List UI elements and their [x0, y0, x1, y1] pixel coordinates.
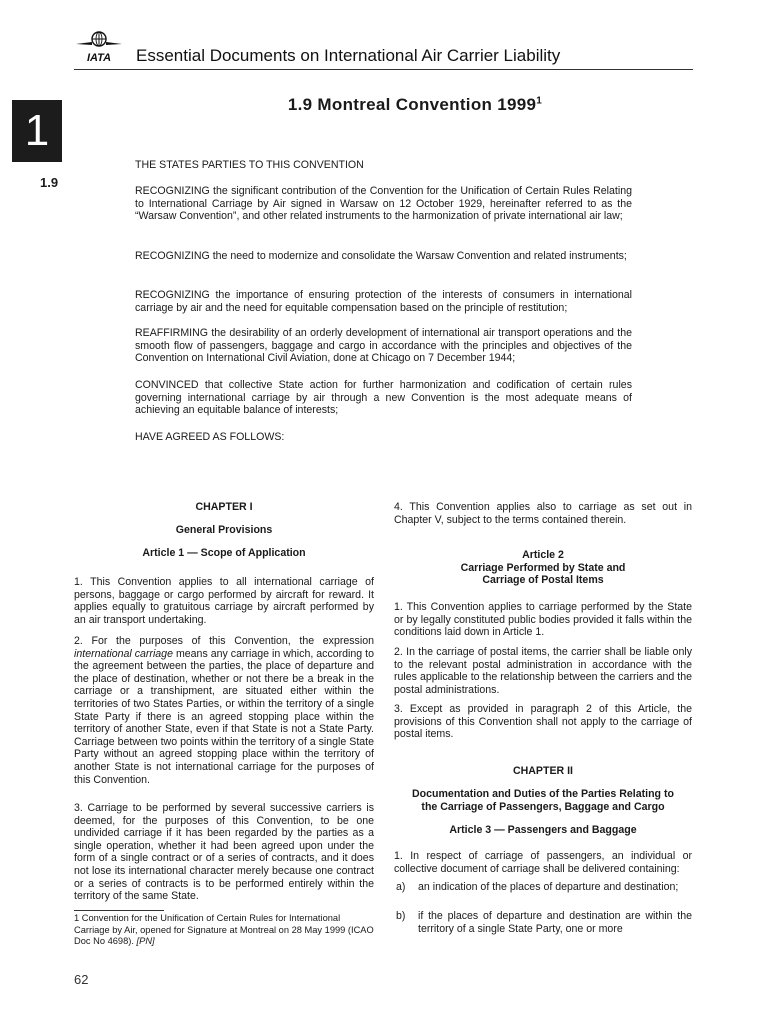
footnote-tag: [PN] — [136, 936, 155, 947]
chapter-2-subtitle-line-1: Documentation and Duties of the Parties Relating to — [412, 788, 674, 800]
header-rule — [74, 69, 693, 70]
article-3-para-1-block — [394, 850, 692, 875]
article-2-para-2-block — [394, 646, 692, 696]
list-text: if the places of departure and destination are within the territory of a single State Party, one or more — [418, 910, 692, 935]
para-2-term: international carriage — [74, 647, 173, 660]
preamble-recognizing-3: RECOGNIZING the importance of ensuring protection of the interests of consumers in international carriage by air and the need for equitable compensation based on the principle of restitution; — [135, 289, 632, 314]
article-3-heading: Article 3 — Passengers and Baggage — [449, 824, 637, 836]
article-2-para-3: 3. Except as provided in paragraph 2 of this Article, the provisions of this Convention shall not apply to the carriage of postal items. — [394, 703, 692, 741]
article-1-para-2 — [74, 635, 374, 786]
chapter-2-subtitle — [394, 788, 692, 813]
chapter-tab: 1 — [12, 100, 62, 162]
header-title: Essential Documents on International Air Carrier Liability — [136, 46, 561, 65]
article-1-heading: Article 1 — Scope of Application — [142, 547, 306, 559]
document-title — [200, 95, 630, 115]
article-3-para-1: 1. In respect of carriage of passengers, an individual or collective document of carriage shall be delivered containing: — [394, 850, 692, 875]
article-1-heading-block — [74, 547, 374, 560]
article-1-para-3-block — [74, 802, 374, 903]
chapter-label: CHAPTER I — [195, 501, 253, 513]
preamble-intro: THE STATES PARTIES TO THIS CONVENTION — [135, 159, 364, 171]
chapter-2-subtitle-line-2: the Carriage of Passengers, Baggage and Cargo — [421, 800, 665, 813]
article-1-para-3: 3. Carriage to be performed by several successive carriers is deemed, for the purposes of this Convention, to be one undivided carriage if it has been regarded by the parties as a single operation, whether it had been agreed upon under the form of a single contract or of a series of contracts, and it does not lose its international character merely because one contract or a series of contracts is to be performed entirely within the territory of the same State. — [74, 802, 374, 903]
list-text: an indication of the places of departure and destination; — [418, 881, 679, 893]
article-2-para-1-block — [394, 601, 692, 639]
logo-lettering: IATA — [86, 52, 112, 64]
article-1-para-2-block — [74, 635, 374, 786]
iata-logo — [74, 30, 124, 64]
article-2-para-3-block — [394, 703, 692, 741]
preamble-recognizing-2: RECOGNIZING the need to modernize and consolidate the Warsaw Convention and related instruments; — [135, 250, 627, 262]
article-1-para-1-block — [74, 576, 374, 626]
footnote-rule — [74, 910, 164, 911]
preamble-convinced: CONVINCED that collective State action for further harmonization and codification of certain rules governing international carriage by air through a new Convention is the most adequate means of achieving an equitable balance of interests; — [135, 379, 632, 417]
section-marker: 1.9 — [40, 175, 59, 190]
article-1-para-1: 1. This Convention applies to all international carriage of persons, baggage or cargo performed by aircraft for reward. It applies equally to gratuitous carriage by aircraft performed by an air transport undertaking. — [74, 576, 374, 626]
footnote-ref: 1 — [536, 95, 543, 107]
article-3-heading-block — [394, 824, 692, 837]
footnote-text: 1 Convention for the Unification of Certain Rules for International Carriage by Air, opened for Signature at Montreal on 28 May 1999 (ICAO Doc No 4698). — [74, 913, 374, 947]
list-label: a) — [396, 881, 406, 893]
article-3-item-b — [394, 910, 692, 935]
article-2-label: Article 2 — [522, 549, 564, 561]
document-title-text: 1.9 Montreal Convention 1999 — [287, 95, 537, 114]
para-2-start: 2. For the purposes of this Convention, the expression — [74, 635, 374, 647]
preamble-recognizing-1: RECOGNIZING the significant contribution of the Convention for the Unification of Certain Rules Relating to International Carriage by Air signed in Warsaw on 12 October 1929, hereinafter referred to as the “Warsaw Convention”, and other related instruments to the harmonization of private international air law; — [135, 185, 632, 223]
article-2-title-line-2: Carriage of Postal Items — [482, 574, 604, 587]
article-2-para-2: 2. In the carriage of postal items, the carrier shall be liable only to the relevant postal administration in accordance with the rules applicable to the relationship between the carriers and the postal administrations. — [394, 646, 692, 696]
article-2-title-line-1: Carriage Performed by State and — [460, 561, 626, 574]
para-2-rest: means any carriage in which, according to the agreement between the parties, the place of departure and the place of destination, whether or not there be a break in the carriage or a transhipment, are situated either within the territories of two States Parties, or within the territory of a single State Party if there is an agreed stopping place within the territory of another State, even if that State is not a State Party. Carriage between two points within the territory of a single State Party without an agreed stopping place within the territory of another State is not international carriage for the purposes of this Convention. — [74, 647, 374, 786]
chapter-1-heading — [74, 501, 374, 514]
footnote — [74, 913, 374, 948]
page-number: 62 — [74, 972, 89, 987]
chapter-subtitle: General Provisions — [175, 524, 273, 536]
chapter-2-label: CHAPTER II — [512, 765, 574, 777]
chapter-1-subtitle-block — [74, 524, 374, 537]
article-2-para-1: 1. This Convention applies to carriage performed by the State or by legally constituted public bodies provided it falls within the conditions laid down in Article 1. — [394, 601, 692, 639]
preamble-reaffirming: REAFFIRMING the desirability of an orderly development of international air transport operations and the smooth flow of passengers, baggage and cargo in accordance with the principles and objectives of the Convention on International Civil Aviation, done at Chicago on 7 December 1944; — [135, 327, 632, 365]
article-1-para-4: 4. This Convention applies also to carriage as set out in Chapter V, subject to the terms contained therein. — [394, 501, 692, 526]
article-3-item-a — [394, 881, 692, 894]
preamble-agreed: HAVE AGREED AS FOLLOWS: — [135, 431, 285, 443]
article-1-para-4-block — [394, 501, 692, 526]
list-label: b) — [396, 910, 406, 922]
article-2-heading — [394, 549, 692, 587]
chapter-2-heading — [394, 765, 692, 778]
